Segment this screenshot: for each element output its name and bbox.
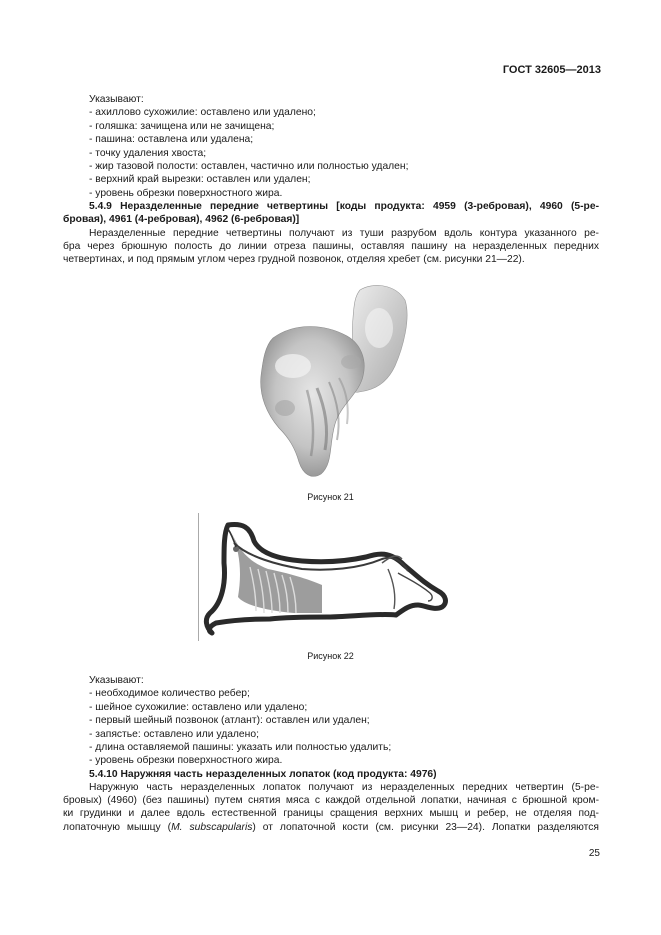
block1-intro: Указывают: xyxy=(89,94,144,105)
block1-list xyxy=(89,93,599,200)
section-5410-para-line4 xyxy=(63,821,599,834)
list-item: - шейное сухожилие: оставлено или удалено; xyxy=(89,701,308,713)
section-5410-para-start xyxy=(89,781,599,794)
section-549-para-rest xyxy=(63,240,599,267)
section-549-para-line1: Неразделенные передние четвертины получают из туши разрубом вдоль контура указанного ре- xyxy=(89,228,599,239)
section-549-para-line3: четвертинах, и под прямым углом через грудной позвонок, отделяя хребет (см. рисунки 21—22). xyxy=(63,254,525,266)
section-5410-para-line1: Наружную часть неразделенных лопаток получают из неразделенных передних четвертин (5-ре- xyxy=(89,782,599,793)
block2-intro: Указывают: xyxy=(89,675,144,686)
figure-22-carcass-diagram xyxy=(198,513,460,641)
list-item: - жир тазовой полости: оставлен, частично или полностью удален; xyxy=(89,161,409,173)
list-item: - первый шейный позвонок (атлант): оставлен или удален; xyxy=(89,715,370,727)
list-item: - запястье: оставлено или удалено; xyxy=(89,728,259,740)
figure-21-caption: Рисунок 21 xyxy=(307,492,354,502)
page-number: 25 xyxy=(588,848,600,859)
list-item: - необходимое количество ребер; xyxy=(89,688,250,700)
section-5410-para-line3: ки грудинки и далее вдоль естественной границы сращения верхних мышц и ребер, не отделяя под- xyxy=(63,808,599,820)
block2-list xyxy=(89,674,599,781)
section-549-para-start xyxy=(89,227,599,240)
section-5410-para-line2: бровых) (4960) (без пашины) путем снятия мяса с каждой отдельной лопатки, начиная с брюшной кром- xyxy=(63,795,599,806)
list-item: - ахиллово сухожилие: оставлено или удалено; xyxy=(89,107,316,119)
standard-header: ГОСТ 32605—2013 xyxy=(502,64,601,76)
section-549 xyxy=(89,200,599,213)
figure-21-meat-image xyxy=(255,278,415,483)
list-item: - уровень обрезки поверхностного жира. xyxy=(89,187,283,199)
section-549-para-line2: бра через брюшную полость до линии отреза пашины, оставляя пашину на неразделенных передних xyxy=(63,241,599,252)
section-5410-para-line4-b: ) от лопаточной кости (см. рисунки 23—24). Лопатки разделяются xyxy=(252,821,599,833)
list-item: - пашина: оставлена или удалена; xyxy=(89,134,254,146)
section-549-cont xyxy=(63,213,599,226)
figure-22-caption: Рисунок 22 xyxy=(307,651,354,661)
section-5410-heading: 5.4.10 Наружняя часть неразделенных лопаток (код продукта: 4976) xyxy=(89,768,437,780)
list-item: - точку удаления хвоста; xyxy=(89,147,207,159)
muscle-latin-name: M. subscapularis xyxy=(171,821,253,833)
list-item: - длина оставляемой пашины: указать или полностью удалить; xyxy=(89,742,392,754)
list-item: - уровень обрезки поверхностного жира. xyxy=(89,755,283,767)
section-549-heading-line2: бровая), 4961 (4-ребровая), 4962 (6-ребровая)] xyxy=(63,214,300,225)
section-5410-para-rest xyxy=(63,794,599,834)
list-item: - верхний край вырезки: оставлен или удален; xyxy=(89,174,311,186)
section-5410-para-line4-a: лопаточную мышцу ( xyxy=(63,821,172,833)
list-item: - голяшка: зачищена или не зачищена; xyxy=(89,120,275,132)
section-549-heading-line1: 5.4.9 Неразделенные передние четвертины [коды продукта: 4959 (3-ребровая), 4960 (5-ре- xyxy=(89,201,599,212)
